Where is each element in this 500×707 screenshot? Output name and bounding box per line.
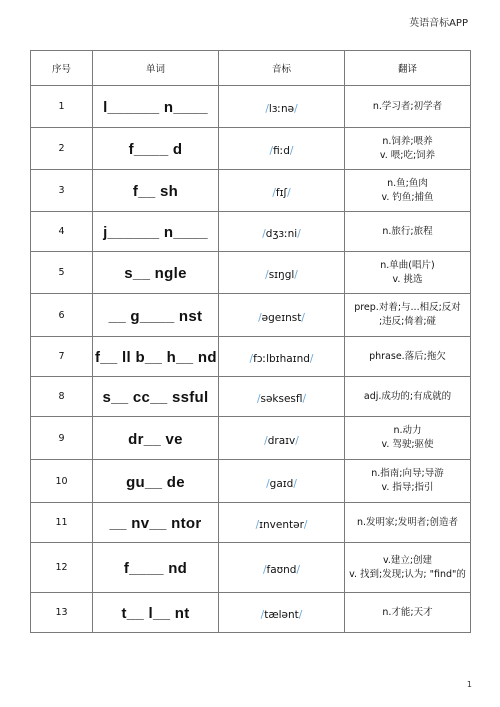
phonetic-slash-close: /	[298, 609, 303, 621]
table-row	[31, 503, 471, 543]
word-blank-text: f____ d	[128, 141, 183, 158]
column-header-phonetic: 音标	[219, 51, 345, 86]
translation-cell	[345, 543, 471, 593]
word-cell	[93, 294, 219, 337]
translation-line: n.学习者;初学者	[372, 100, 443, 112]
phonetic-slash-open: /	[256, 393, 261, 405]
word-cell	[93, 86, 219, 128]
table-body	[31, 86, 471, 633]
translation-cell	[345, 593, 471, 633]
phonetic-text: draɪv	[267, 434, 296, 447]
column-header-number: 序号	[31, 51, 93, 86]
phonetic-slash-open: /	[262, 564, 267, 576]
word-blank-text: f__ sh	[132, 183, 179, 200]
phonetic-text: tælənt	[264, 609, 299, 621]
phonetic-cell	[219, 593, 345, 633]
table-row	[31, 252, 471, 294]
translation-line: v. 挑选	[392, 273, 423, 285]
phonetic-slash-close: /	[294, 103, 298, 115]
table-row	[31, 593, 471, 633]
translation-cell	[345, 86, 471, 128]
translation-cell	[345, 503, 471, 543]
phonetic-slash-close: /	[302, 393, 307, 405]
word-cell	[93, 377, 219, 417]
translation-line: v. 找到;发现;认为; "find"的	[349, 568, 466, 580]
table-row	[31, 417, 471, 460]
phonetic-text: lɜːnə	[268, 103, 295, 115]
phonetic-text: fɪʃ	[275, 187, 288, 199]
row-number: 9	[31, 417, 93, 460]
phonetic-slash-open: /	[255, 519, 260, 531]
word-cell	[93, 337, 219, 377]
phonetic-cell	[219, 252, 345, 294]
word-blank-text: j______ n____	[103, 224, 208, 241]
row-number: 12	[31, 543, 93, 593]
word-blank-text: f__ ll b__ h__ nd	[95, 349, 217, 366]
translation-line: n.动力	[393, 425, 422, 436]
phonetic-slash-open: /	[266, 477, 270, 490]
phonetic-text: əgeɪnst	[261, 311, 302, 324]
translation-cell	[345, 294, 471, 337]
phonetic-cell	[219, 377, 345, 417]
word-blank-text: l______ n____	[103, 99, 208, 116]
phonetic-text: səksesfl	[260, 393, 303, 405]
phonetic-slash-open: /	[272, 187, 276, 199]
column-header-word: 单词	[93, 51, 219, 86]
phonetic-slash-open: /	[265, 269, 269, 281]
row-number: 1	[31, 86, 93, 128]
phonetic-slash-open: /	[264, 434, 268, 447]
header-title: 英语音标APP	[409, 18, 468, 29]
table-row	[31, 460, 471, 503]
phonetic-text: gaɪd	[269, 477, 294, 490]
word-cell	[93, 128, 219, 170]
phonetic-cell	[219, 543, 345, 593]
table-row	[31, 212, 471, 252]
word-blank-text: s__ cc__ ssful	[102, 389, 209, 406]
word-cell	[93, 212, 219, 252]
phonetic-slash-open: /	[269, 145, 274, 157]
row-number: 4	[31, 212, 93, 252]
translation-line: n.发明家;发明者;创造者	[357, 516, 458, 528]
phonetic-slash-close: /	[293, 477, 297, 490]
row-number: 3	[31, 170, 93, 212]
phonetic-cell	[219, 417, 345, 460]
phonetic-cell	[219, 128, 345, 170]
table-row	[31, 170, 471, 212]
column-header-translation: 翻译	[345, 51, 471, 86]
translation-cell	[345, 212, 471, 252]
row-number: 11	[31, 503, 93, 543]
translation-line: n.旅行;旅程	[382, 225, 433, 237]
row-number: 13	[31, 593, 93, 633]
row-number: 6	[31, 294, 93, 337]
phonetic-slash-close: /	[287, 187, 291, 199]
phonetic-slash-close: /	[289, 145, 294, 157]
row-number: 8	[31, 377, 93, 417]
phonetic-cell	[219, 460, 345, 503]
row-number: 2	[31, 128, 93, 170]
phonetic-slash-open: /	[258, 311, 262, 324]
word-blank-text: __ g____ nst	[108, 307, 203, 325]
table-row	[31, 86, 471, 128]
table-header-row	[31, 51, 471, 86]
translation-line: ;违反;倚着;碰	[378, 316, 437, 327]
translation-line: v. 钓鱼;捕鱼	[381, 191, 434, 203]
translation-cell	[345, 460, 471, 503]
phonetic-slash-close: /	[309, 353, 314, 365]
phonetic-slash-close: /	[295, 434, 299, 447]
word-cell	[93, 417, 219, 460]
row-number: 10	[31, 460, 93, 503]
word-blank-text: t__ l__ nt	[121, 605, 190, 622]
row-number: 7	[31, 337, 93, 377]
word-cell	[93, 460, 219, 503]
table-row	[31, 337, 471, 377]
phonetic-slash-open: /	[249, 353, 254, 365]
word-cell	[93, 543, 219, 593]
translation-cell	[345, 377, 471, 417]
phonetic-slash-close: /	[297, 228, 301, 240]
phonetic-text: ɪnventər	[259, 519, 304, 531]
translation-line: v. 指导;指引	[381, 482, 434, 493]
phonetic-text: faʊnd	[266, 564, 297, 576]
phonetic-slash-close: /	[296, 564, 301, 576]
table-row	[31, 543, 471, 593]
word-blank-text: gu__ de	[126, 473, 185, 491]
table-row	[31, 128, 471, 170]
word-cell	[93, 593, 219, 633]
phonetic-cell	[219, 337, 345, 377]
phonetic-slash-open: /	[262, 228, 266, 240]
table-row	[31, 377, 471, 417]
phonetic-cell	[219, 170, 345, 212]
phonetic-cell	[219, 212, 345, 252]
word-cell	[93, 170, 219, 212]
word-cell	[93, 252, 219, 294]
word-blank-text: f____ nd	[123, 560, 188, 577]
phonetic-cell	[219, 503, 345, 543]
phonetic-text: dʒɜːni	[265, 228, 298, 240]
phonetic-slash-close: /	[294, 269, 298, 281]
phonetic-text: fɔːlbɪhaɪnd	[253, 353, 310, 365]
translation-line: n.才能;天才	[382, 606, 433, 618]
phonetic-slash-open: /	[260, 609, 265, 621]
phonetic-text: fiːd	[273, 145, 290, 157]
phonetic-slash-close: /	[301, 311, 305, 324]
phonetic-cell	[219, 86, 345, 128]
page-number: 1	[466, 680, 472, 689]
translation-line: v. 喂;吃;饲养	[379, 149, 436, 161]
translation-line: phrase.落后;拖欠	[369, 350, 446, 362]
translation-cell	[345, 252, 471, 294]
row-number: 5	[31, 252, 93, 294]
translation-cell	[345, 128, 471, 170]
translation-line: n.单曲(唱片)	[380, 259, 435, 271]
translation-line: adj.成功的;有成就的	[363, 390, 452, 402]
translation-cell	[345, 337, 471, 377]
table-row	[31, 294, 471, 337]
translation-line: v. 驾驶;驱使	[381, 439, 434, 450]
translation-line: n.指南;向导;导游	[371, 468, 444, 479]
phonetic-cell	[219, 294, 345, 337]
translation-line: n.鱼;鱼肉	[387, 177, 428, 189]
vocabulary-table	[30, 50, 471, 633]
word-blank-text: dr__ ve	[128, 430, 183, 448]
translation-line: prep.对着;与...相反;反对	[354, 302, 461, 313]
translation-line: n.饲养;喂养	[382, 135, 433, 147]
word-blank-text: s__ ngle	[124, 265, 187, 282]
phonetic-slash-open: /	[265, 103, 269, 115]
phonetic-text: sɪŋgl	[268, 269, 295, 281]
word-blank-text: __ nv__ ntor	[109, 515, 202, 532]
word-cell	[93, 503, 219, 543]
translation-cell	[345, 170, 471, 212]
phonetic-slash-close: /	[303, 519, 308, 531]
translation-line: v.建立;创建	[382, 554, 433, 566]
translation-cell	[345, 417, 471, 460]
